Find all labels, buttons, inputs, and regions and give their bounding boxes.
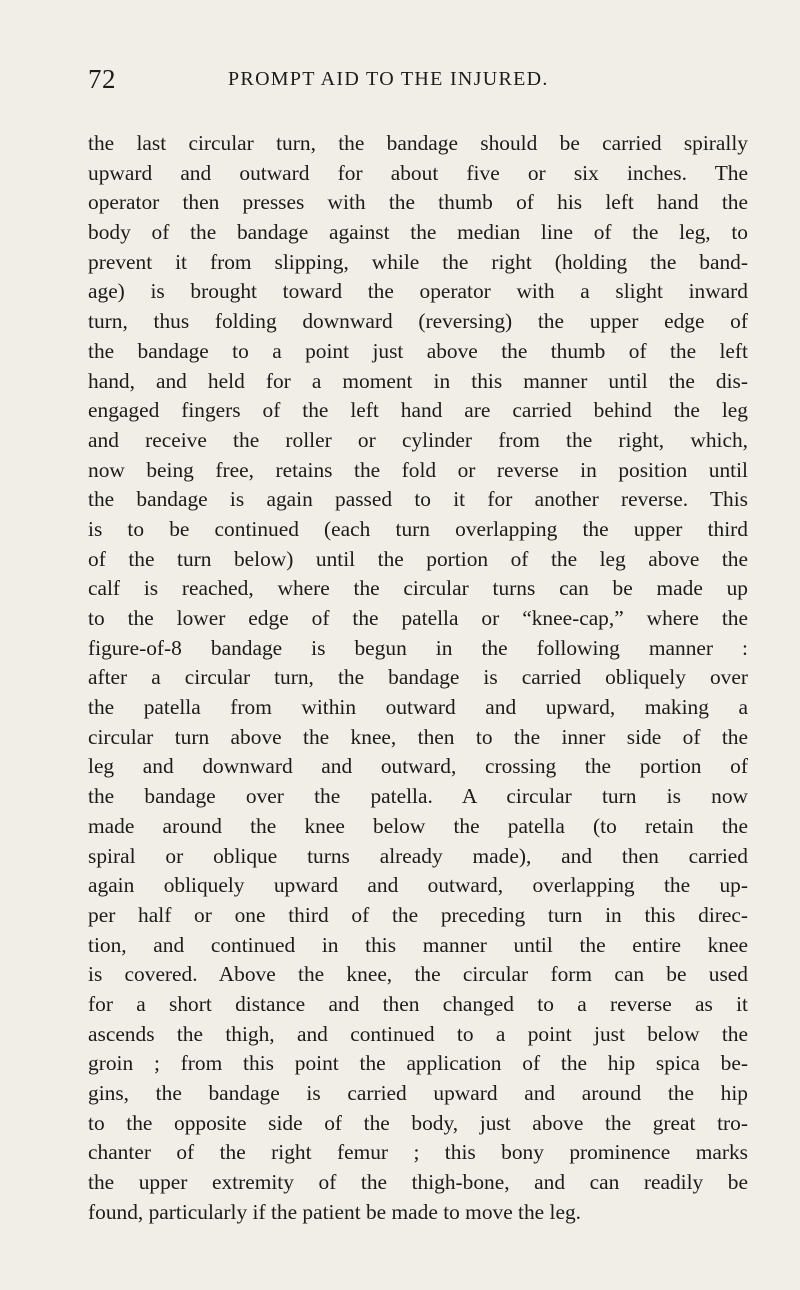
page-number: 72: [88, 64, 116, 94]
text-line: now being free, retains the fold or reverse in position until: [88, 457, 748, 482]
text-line: figure-of-8 bandage is begun in the following manner :: [88, 635, 748, 660]
text-line: gins, the bandage is carried upward and around the hip: [88, 1081, 748, 1105]
text-line: upward and outward for about five or six inches. The: [88, 160, 748, 185]
text-line: operator then presses with the thumb of his left hand the: [88, 190, 748, 215]
running-head: PROMPT AID TO THE INJURED.: [228, 68, 549, 90]
text-line: the upper extremity of the thigh-bone, and can readily be: [88, 1170, 748, 1195]
text-line: per half or one third of the preceding turn in this direc-: [88, 902, 748, 927]
text-line: tion, and continued in this manner until the entire knee: [88, 932, 748, 957]
text-line: prevent it from slipping, while the right (holding the band-: [88, 249, 748, 274]
text-line: the bandage to a point just above the thumb of the left: [88, 338, 748, 363]
page-header: [88, 64, 738, 94]
text-line: is covered. Above the knee, the circular form can be used: [88, 962, 748, 987]
text-line: and receive the roller or cylinder from the right, which,: [88, 427, 748, 452]
text-line: calf is reached, where the circular turns can be made up: [88, 576, 748, 601]
text-line: for a short distance and then changed to a reverse as it: [88, 991, 748, 1016]
text-line: engaged fingers of the left hand are carried behind the leg: [88, 398, 748, 423]
text-line: chanter of the right femur ; this bony prominence marks: [88, 1140, 748, 1165]
body-text: [88, 129, 748, 1227]
text-line: to the opposite side of the body, just above the great tro-: [88, 1110, 748, 1135]
text-line: hand, and held for a moment in this manner until the dis-: [88, 368, 748, 393]
text-line: found, particularly if the patient be made to move the leg.: [88, 1199, 582, 1224]
text-line: made around the knee below the patella (to retain the: [88, 813, 748, 838]
text-line: spiral or oblique turns already made), and then carried: [88, 843, 748, 868]
text-line: of the turn below) until the portion of the leg above the: [88, 546, 748, 571]
text-line: the bandage is again passed to it for another reverse. This: [88, 487, 748, 512]
text-line: body of the bandage against the median line of the leg, to: [88, 220, 748, 245]
text-line: after a circular turn, the bandage is carried obliquely over: [88, 665, 748, 690]
text-line: leg and downward and outward, crossing the portion of: [88, 754, 748, 779]
text-line: turn, thus folding downward (reversing) the upper edge of: [88, 309, 748, 334]
text-line: is to be continued (each turn overlapping the upper third: [88, 516, 748, 541]
text-line: ascends the thigh, and continued to a point just below the: [88, 1021, 748, 1046]
text-line: age) is brought toward the operator with a slight inward: [88, 279, 748, 304]
text-line: to the lower edge of the patella or “knee-cap,” where the: [88, 606, 748, 630]
text-line: the patella from within outward and upward, making a: [88, 695, 748, 720]
text-line: again obliquely upward and outward, overlapping the up-: [88, 873, 748, 898]
text-line: circular turn above the knee, then to the inner side of the: [88, 724, 748, 749]
text-line: the bandage over the patella. A circular turn is now: [88, 784, 748, 809]
text-line: the last circular turn, the bandage should be carried spirally: [88, 131, 748, 155]
text-line: groin ; from this point the application of the hip spica be-: [88, 1051, 748, 1076]
